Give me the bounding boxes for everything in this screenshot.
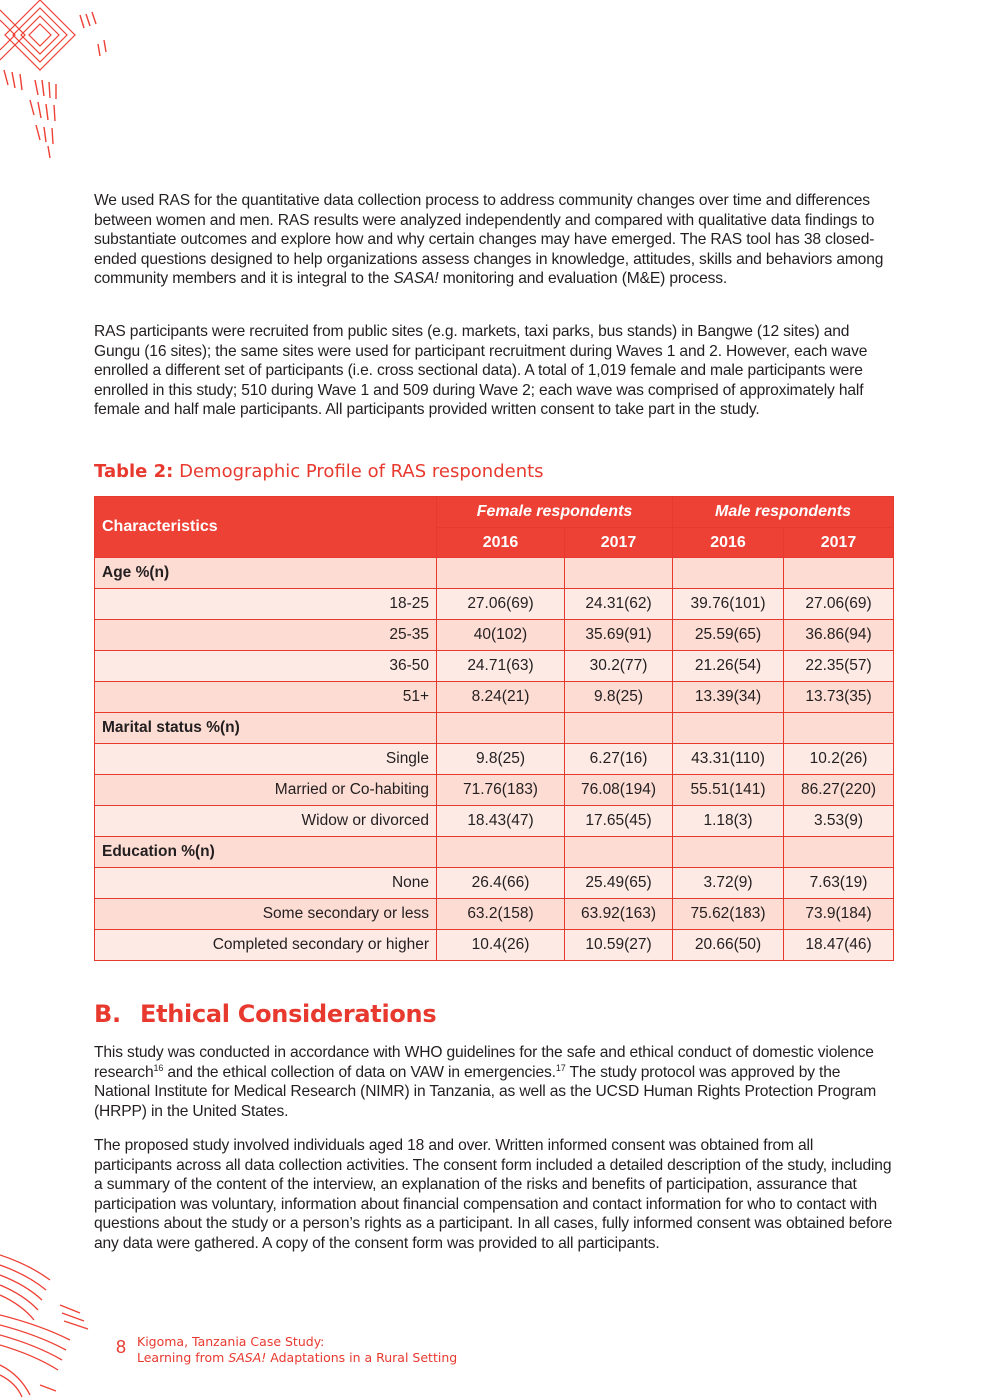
table-cell: 13.39(34) (673, 682, 784, 713)
table-cell: 22.35(57) (784, 651, 894, 682)
row-label: Married or Co-habiting (95, 775, 437, 806)
row-label: Completed secondary or higher (95, 930, 437, 961)
table-cell: 13.73(35) (784, 682, 894, 713)
table-cell: 1.18(3) (673, 806, 784, 837)
table-cell: 6.27(16) (565, 744, 673, 775)
demographic-table (94, 496, 894, 961)
table-cell: 71.76(183) (437, 775, 565, 806)
table-cell: 36.86(94) (784, 620, 894, 651)
table-cell: 8.24(21) (437, 682, 565, 713)
footer-line-1: Kigoma, Tanzania Case Study: (137, 1334, 325, 1349)
table-cell: 73.9(184) (784, 899, 894, 930)
column-header-year: 2017 (565, 528, 673, 558)
table-cell: 3.53(9) (784, 806, 894, 837)
table-cell: 17.65(45) (565, 806, 673, 837)
row-label: 36-50 (95, 651, 437, 682)
table-row (95, 620, 894, 651)
table-cell: 25.49(65) (565, 868, 673, 899)
table-cell: 43.31(110) (673, 744, 784, 775)
methods-paragraph: We used RAS for the quantitative data collection process to address community changes over time and differences between women and men. RAS results were analyzed independently and compared with qualitative data findings to substantiate outcomes and explore how and why certain changes may have emerged. The RAS tool has 38 closed-ended questions designed to help organizations assess changes in knowledge, attitudes, skills and behaviors among community members and it is integral to the SASA! monitoring and evaluation (M&E) process. (94, 192, 884, 288)
row-label: Widow or divorced (95, 806, 437, 837)
table-cell: 9.8(25) (437, 744, 565, 775)
consent-paragraph: The proposed study involved individuals aged 18 and over. Written informed consent was obtained from all participants across all data collection activities. The consent form included a detailed description of the study, including a summary of the content of the interview, an explanation of the risks and benefits of participation, assurance that participation was voluntary, information about financial compensation and contact information for who to contact with questions about the study or a person’s rights as a participant. In all cases, fully informed consent was obtained before any data were gathered. A copy of the consent form was provided to all participants. (94, 1137, 893, 1252)
section-label: Marital status %(n) (95, 713, 437, 744)
column-header-female: Female respondents (437, 497, 673, 528)
table-cell: 24.71(63) (437, 651, 565, 682)
table-row (95, 806, 894, 837)
table-row (95, 775, 894, 806)
table-cell: 10.2(26) (784, 744, 894, 775)
table-row (95, 930, 894, 961)
footnote-ref: 17 (555, 1062, 566, 1073)
row-label: Single (95, 744, 437, 775)
table-caption (94, 461, 544, 482)
table-cell: 21.26(54) (673, 651, 784, 682)
recruitment-paragraph: RAS participants were recruited from public sites (e.g. markets, taxi parks, bus stands) in Bangwe (12 sites) and Gungu (16 sites); the same sites were used for participant recruitment during Waves 1 and 2. However, each wave enrolled a different set of participants (i.e. cross sectional data). A total of 1,019 female and male participants were enrolled in this study; 510 during Wave 1 and 509 during Wave 2; each wave was comprised of approximately half female and half male participants. All participants provided written consent to take part in the study. (94, 323, 868, 419)
table-cell: 20.66(50) (673, 930, 784, 961)
section-label: Education %(n) (95, 837, 437, 868)
table-cell: 30.2(77) (565, 651, 673, 682)
section-label: Age %(n) (95, 558, 437, 589)
table-row (95, 868, 894, 899)
column-header-characteristics: Characteristics (95, 497, 437, 558)
table-caption-label: Table 2: (94, 461, 174, 482)
section-heading (94, 1000, 436, 1028)
ethics-paragraph: This study was conducted in accordance with WHO guidelines for the safe and ethical conduct of domestic violence research$^{16}$ and the ethical collection of data on VAW in emergencies.$^{17}$ The study protocol was approved by the National Institute for Medical Research (NIMR) in Tanzania, as well as the UCSD Human Rights Protection Program (HRPP) in the United States. (94, 1044, 877, 1120)
table-cell: 63.2(158) (437, 899, 565, 930)
table-row (95, 682, 894, 713)
table-section-row (95, 837, 894, 868)
decorative-pattern-bottom-icon (0, 1235, 110, 1400)
column-header-year: 2017 (784, 528, 894, 558)
table-row (95, 651, 894, 682)
row-label: None (95, 868, 437, 899)
table-row (95, 744, 894, 775)
table-cell: 25.59(65) (673, 620, 784, 651)
table-cell: 75.62(183) (673, 899, 784, 930)
table-cell: 9.8(25) (565, 682, 673, 713)
table-cell: 27.06(69) (437, 589, 565, 620)
table-cell: 39.76(101) (673, 589, 784, 620)
table-cell: 35.69(91) (565, 620, 673, 651)
table-cell: 7.63(19) (784, 868, 894, 899)
column-header-year: 2016 (673, 528, 784, 558)
table-cell: 10.4(26) (437, 930, 565, 961)
row-label: 25-35 (95, 620, 437, 651)
table-cell: 55.51(141) (673, 775, 784, 806)
row-label: Some secondary or less (95, 899, 437, 930)
table-caption-title: Demographic Profile of RAS respondents (179, 461, 544, 482)
table-cell: 10.59(27) (565, 930, 673, 961)
section-title: Ethical Considerations (140, 1000, 437, 1028)
table-cell: 86.27(220) (784, 775, 894, 806)
page-number: 8 (116, 1337, 127, 1357)
table-row (95, 899, 894, 930)
table-cell: 40(102) (437, 620, 565, 651)
row-label: 18-25 (95, 589, 437, 620)
table-section-row (95, 713, 894, 744)
column-header-male: Male respondents (673, 497, 894, 528)
table-cell: 76.08(194) (565, 775, 673, 806)
table-cell: 3.72(9) (673, 868, 784, 899)
decorative-pattern-top-icon (0, 0, 120, 160)
table-row (95, 589, 894, 620)
table-cell: 18.47(46) (784, 930, 894, 961)
footnote-ref: 16 (153, 1062, 164, 1073)
table-cell: 63.92(163) (565, 899, 673, 930)
table-cell: 27.06(69) (784, 589, 894, 620)
table-cell: 24.31(62) (565, 589, 673, 620)
footer-line-2: Learning from SASA! Adaptations in a Rural Setting (137, 1350, 458, 1365)
column-header-year: 2016 (437, 528, 565, 558)
table-section-row (95, 558, 894, 589)
table-cell: 18.43(47) (437, 806, 565, 837)
table-cell: 26.4(66) (437, 868, 565, 899)
section-letter: B. (94, 1000, 121, 1028)
row-label: 51+ (95, 682, 437, 713)
